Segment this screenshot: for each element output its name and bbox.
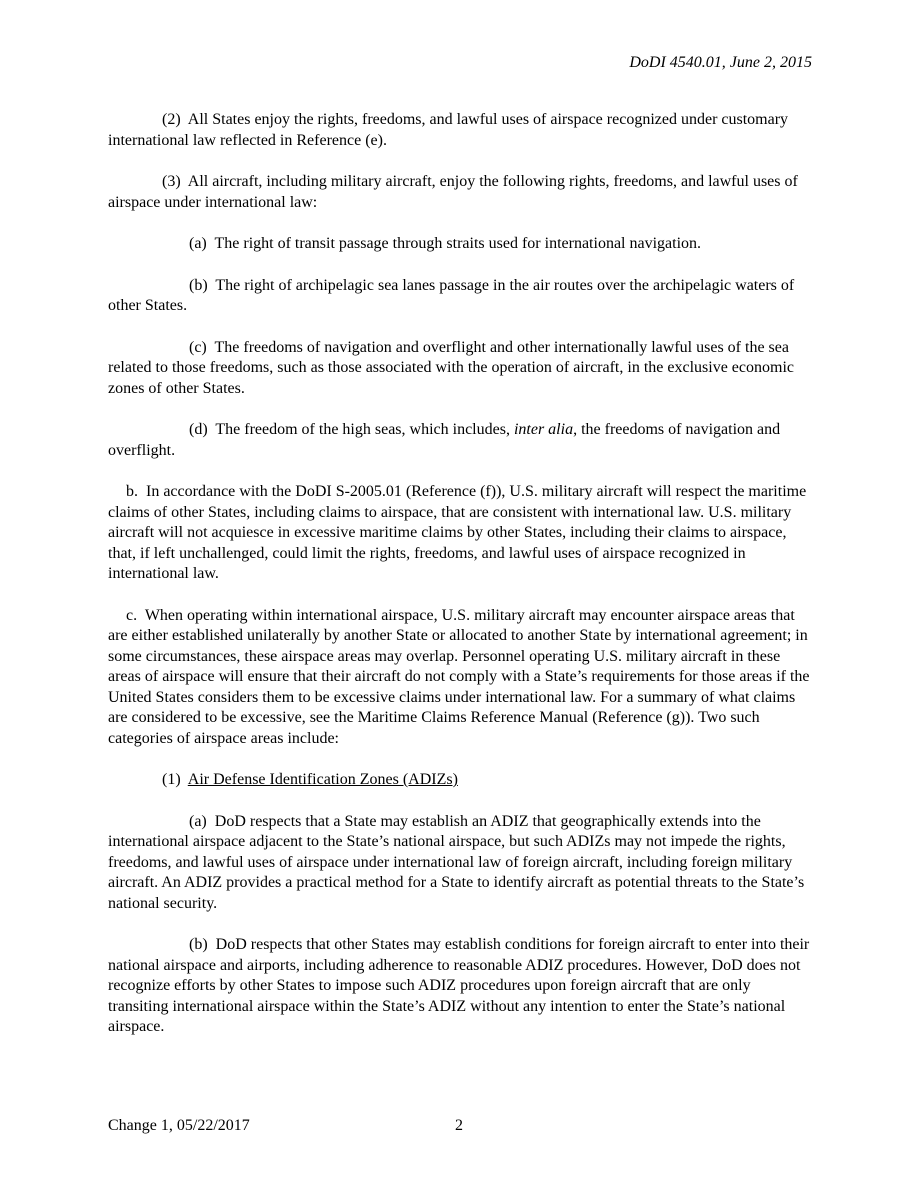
paragraph-label: b. <box>126 483 138 500</box>
paragraph-3 <box>108 172 812 213</box>
page-number: 2 <box>455 1117 463 1134</box>
paragraph-text-continued: , the freedoms of navigation and overflight. <box>108 421 781 459</box>
paragraph-label: (d) <box>189 421 208 438</box>
paragraph-text: All aircraft, including military aircraft, enjoy the following rights, freedoms, and lawful uses of airspace under international law: <box>108 173 798 211</box>
paragraph-text: The right of archipelagic sea lanes passage in the air routes over the archipelagic waters of other States. <box>108 276 795 314</box>
paragraph-label: (3) <box>162 173 181 190</box>
paragraph-text: When operating within international airspace, U.S. military aircraft may encounter airspace areas that are either established unilaterally by another State or allocated to another State by international agreement; in some circumstances, these airspace areas may overlap. Personnel operating U.S. military aircraft in these areas of airspace will ensure that their aircraft do not comply with a State’s requirements for those areas if the United States considers them to be excessive claims under international law. For a summary of what claims are considered to be excessive, see the Maritime Claims Reference Manual (Reference (g)). Two such categories of airspace areas include: <box>108 606 810 747</box>
paragraph-label: (1) <box>162 771 181 788</box>
paragraph-label: (2) <box>162 111 181 128</box>
document-body <box>108 110 812 1059</box>
paragraph-c <box>108 606 812 750</box>
paragraph-text: In accordance with the DoDI S-2005.01 (Reference (f)), U.S. military aircraft will respect the maritime claims of other States, including claims to airspace, that are consistent with international law. U.S. military aircraft will not acquiesce in excessive maritime claims by other States, including their claims to airspace, that, if left unchallenged, could limit the rights, freedoms, and lawful uses of airspace recognized in international law. <box>108 483 807 582</box>
paragraph-text: The right of transit passage through straits used for international navigation. <box>214 235 702 252</box>
paragraph-label: (b) <box>189 936 208 953</box>
change-notice: Change 1, 05/22/2017 <box>108 1117 250 1134</box>
section-heading: Air Defense Identification Zones (ADIZs) <box>187 771 458 788</box>
paragraph-text: All States enjoy the rights, freedoms, and lawful uses of airspace recognized under customary international law reflected in Reference (e). <box>108 111 789 149</box>
paragraph-label: (b) <box>189 276 208 294</box>
latin-term: inter alia <box>513 421 574 438</box>
paragraph-c1b <box>108 935 812 1038</box>
paragraph-label: (c) <box>189 338 207 356</box>
paragraph-label: (a) <box>189 812 207 830</box>
paragraph-b <box>108 482 812 585</box>
paragraph-label: (a) <box>189 235 207 252</box>
paragraph-3c <box>108 338 812 400</box>
paragraph-text: The freedom of the high seas, which includes, <box>215 421 510 438</box>
paragraph-3b <box>108 276 812 317</box>
paragraph-text: DoD respects that other States may establish conditions for foreign aircraft to enter into their national airspace and airports, including adherence to reasonable ADIZ procedures. However, DoD does not recognize efforts by other States to impose such ADIZ procedures upon foreign aircraft that are only transiting international airspace within the State’s ADIZ without any intention to enter the State’s national airspace. <box>108 936 810 1035</box>
paragraph-3d <box>108 420 812 461</box>
paragraph-c1 <box>108 770 812 791</box>
header-doc-reference: DoDI 4540.01, June 2, 2015 <box>629 54 812 71</box>
paragraph-text: DoD respects that a State may establish an ADIZ that geographically extends into the international airspace adjacent to the State’s national airspace, but such ADIZs may not impede the rights, freedoms, and lawful uses of airspace under international law of foreign aircraft, including foreign military aircraft. An ADIZ provides a practical method for a State to identify aircraft as potential threats to the State’s national security. <box>108 812 805 912</box>
paragraph-text: The freedoms of navigation and overflight and other internationally lawful uses of the sea related to those freedoms, such as those associated with the operation of aircraft, in the exclusive economic zones of other States. <box>108 338 794 397</box>
paragraph-2 <box>108 110 812 151</box>
paragraph-label: c. <box>126 606 138 624</box>
paragraph-c1a <box>108 812 812 915</box>
paragraph-3a <box>108 234 812 255</box>
